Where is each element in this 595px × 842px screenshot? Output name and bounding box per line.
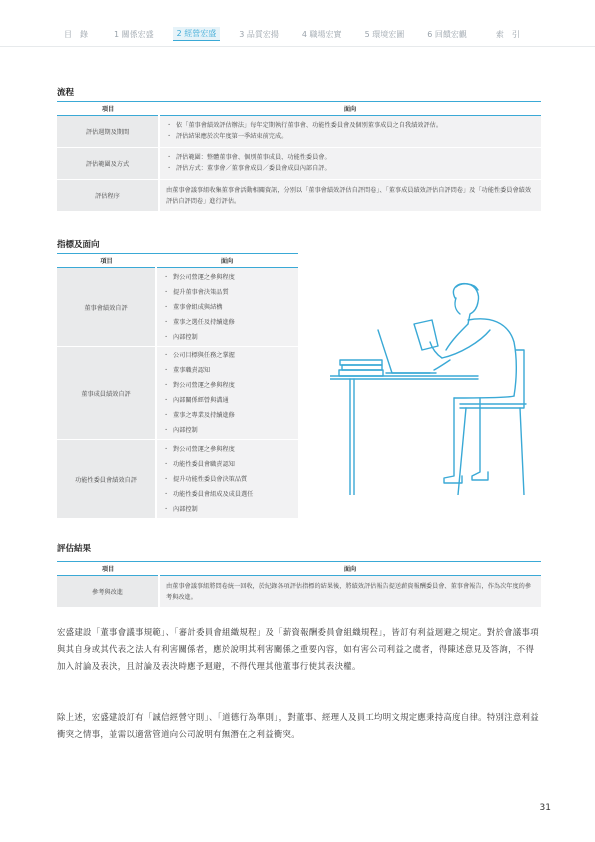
table-row	[57, 268, 298, 347]
row-item-label: 功能性委員會績效自評	[57, 440, 156, 519]
bullet-item: ・ 對公司營運之參與程度	[163, 442, 292, 457]
bullet-item: ・ 評估方式：董事會／董事會成員／委員會成員內部自評。	[166, 164, 535, 175]
column-header-item: 項目	[57, 562, 159, 576]
header-divider	[0, 46, 595, 47]
bullet-item: ・ 提升功能性委員會決策品質	[163, 472, 292, 487]
nav-item-chapter-1[interactable]: 1 關係宏盛	[114, 29, 154, 39]
table-row	[57, 148, 541, 180]
bullet-item: ・ 依「董事會績效評估辦法」每年定期執行董事會、功能性委員會及個別董事成員之自我績效評估。	[166, 121, 535, 132]
nav-item-chapter-3[interactable]: 3 品質宏揚	[239, 29, 279, 39]
chest	[446, 324, 468, 350]
row-item-label: 董事成員績效自評	[57, 347, 156, 440]
row-bullets	[156, 347, 298, 440]
bullet-item: ・ 董事之選任及持續進修	[163, 315, 292, 330]
table-row	[57, 440, 298, 519]
table-header-row	[57, 254, 298, 268]
nav-item-chapter-4[interactable]: 4 職場宏實	[301, 29, 342, 39]
bullet-item: ・ 內部關係經營與溝通	[163, 393, 292, 408]
hair	[456, 284, 478, 290]
indicators-section-title: 指標及面向	[57, 240, 100, 250]
book-3	[339, 370, 383, 376]
row-item-label: 評估範圍及方式	[57, 148, 159, 180]
row-item-label: 參考與改進	[57, 576, 159, 608]
row-bullets	[159, 148, 541, 180]
leg-front	[444, 398, 462, 483]
row-bullets	[156, 440, 298, 519]
book-2	[342, 365, 382, 370]
bullet-item: ・ 公司目標與任務之掌握	[163, 348, 292, 363]
laptop-screen	[378, 330, 430, 373]
row-item-label: 董事會績效自評	[57, 268, 156, 347]
nav-item-index[interactable]: 索 引	[495, 29, 520, 39]
row-text: 由董事會議事組收集董事會活動相關資訊，分別以「董事會績效評估自評問卷」、「董事成員績效評估自評問卷」及「功能性委員會績效評估自評問卷」進行評估。	[159, 180, 541, 212]
bullet-item: ・ 評估結果應於次年度第一季結束前完成。	[166, 132, 535, 143]
row-bullets	[159, 116, 541, 148]
table-row	[57, 576, 541, 608]
column-header-item: 項目	[57, 102, 159, 116]
bullet-item: ・ 內部控制	[163, 502, 292, 517]
table-header-row	[57, 562, 541, 576]
process-section-title: 流程	[57, 88, 75, 98]
row-item-label: 評估週期及期間	[57, 116, 159, 148]
bullet-item: ・ 董事會組成與結構	[163, 300, 292, 315]
back	[468, 319, 516, 396]
bullet-item: ・ 提升董事會決策品質	[163, 285, 292, 300]
bullet-item: ・ 對公司營運之參與程度	[163, 270, 292, 285]
upper-arm	[442, 330, 490, 358]
lower-arm	[434, 360, 450, 370]
bullet-item: ・ 董事職責認知	[163, 363, 292, 378]
nav-item-chapter-6[interactable]: 6 回饋宏觀	[427, 29, 467, 39]
column-header-item: 項目	[57, 254, 156, 268]
paper	[414, 320, 438, 350]
body-paragraph: 除上述，宏盛建設訂有「誠信經營守則」、「道德行為準則」，對董事、經理人及員工均明文規定應秉持高度自律。特別注意利益衝突之情事，並需以適當管道向公司說明有無潛在之利益衝突。	[57, 712, 539, 739]
page-number: 31	[539, 803, 551, 813]
nav-item-chapter-5[interactable]: 5 環境宏圖	[364, 29, 405, 39]
results-table	[57, 561, 541, 608]
forearm	[430, 342, 442, 358]
chair-leg-back	[520, 408, 524, 495]
bullet-item: ・ 內部控制	[163, 423, 292, 438]
book-1	[340, 360, 382, 365]
indicators-table	[57, 253, 298, 519]
bullet-item: ・ 董事之專業及持續進修	[163, 408, 292, 423]
row-bullets	[156, 268, 298, 347]
row-text: 由董事會議事組將問卷統一回收，於紀錄各項評估指標的結果後，將績效評估報告提送薪資報酬委員會、董事會報告，作為次年度的參考與改進。	[159, 576, 541, 608]
table-row	[57, 116, 541, 148]
table-row	[57, 180, 541, 212]
table-row	[57, 347, 298, 440]
leg-back	[472, 398, 488, 480]
person-at-desk-illustration	[330, 280, 530, 495]
bullet-item: ・ 評估範圍：整體董事會、個別董事成員、功能性委員會。	[166, 153, 535, 164]
column-header-aspect: 面向	[159, 102, 541, 116]
column-header-aspect: 面向	[159, 562, 541, 576]
nav-item-contents[interactable]: 目 錄	[64, 29, 88, 39]
nav-item-chapter-2[interactable]: 2 經營宏盛	[173, 27, 221, 41]
results-section-title: 評估結果	[57, 544, 92, 554]
body-paragraph: 宏盛建設「董事會議事規範」、「審計委員會組織規程」及「薪資報酬委員會組織規程」，皆訂有利益迴避之規定。對於會議事項與其自身或其代表之法人有利害關係者，應於說明其利害關係之重要內容，如有害公司利益之虞者，得陳述意見及答詢，不得加入討論及表決，且討論及表決時應予迴避，不得代理其他董事行使其表決權。	[57, 627, 539, 671]
bullet-item: ・ 內部控制	[163, 330, 292, 345]
process-table	[57, 101, 541, 212]
head	[453, 284, 478, 324]
bullet-item: ・ 功能性委員會組成及成員選任	[163, 487, 292, 502]
bullet-item: ・ 對公司營運之參與程度	[163, 378, 292, 393]
row-item-label: 評估程序	[57, 180, 159, 212]
table-header-row	[57, 102, 541, 116]
bullet-item: ・ 功能性委員會職責認知	[163, 457, 292, 472]
face	[455, 298, 460, 314]
thigh	[454, 396, 514, 398]
column-header-aspect: 面向	[156, 254, 298, 268]
chapter-nav	[60, 26, 535, 42]
